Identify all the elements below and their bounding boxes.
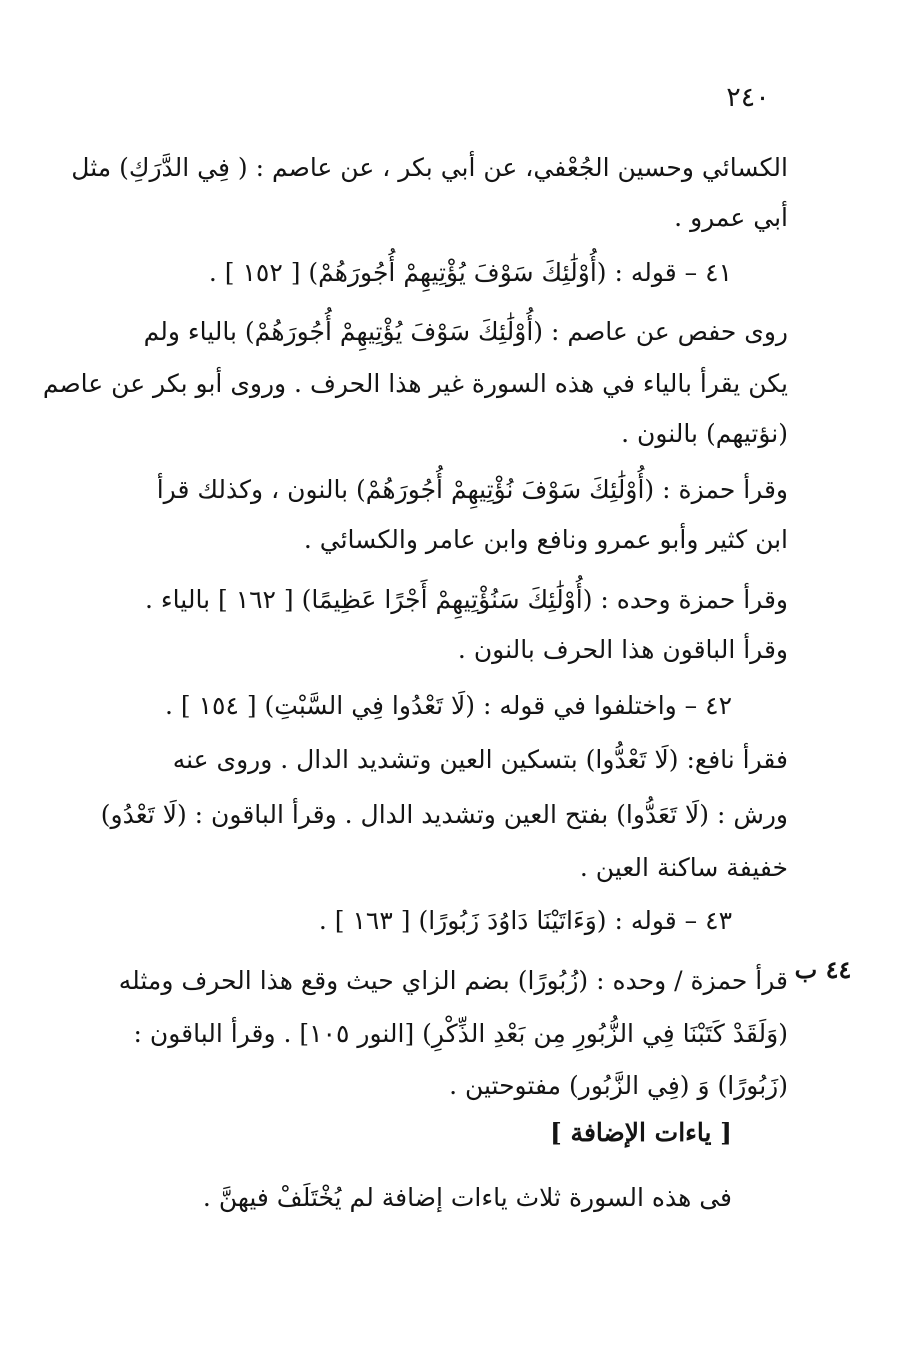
- text-line: فقرأ نافع: (لَا تَعْدُّوا) بتسكين العين وتشديد الدال . وروى عنه: [172, 745, 788, 774]
- item-heading-43: ٤٣ – قوله : (وَءَاتَيْنَا دَاوُدَ زَبُورًا) [ ١٦٣ ] .: [318, 906, 732, 935]
- text-line: ورش : (لَا تَعَدُّوا) بفتح العين وتشديد الدال . وقرأ الباقون : (لَا تَعْدُو): [100, 800, 788, 829]
- text-line: خفيفة ساكنة العين .: [579, 853, 788, 882]
- item-heading-41: ٤١ – قوله : (أُوْلَٰئِكَ سَوْفَ يُؤْتِيهِمْ أُجُورَهُمْ) [ ١٥٢ ] .: [208, 258, 732, 287]
- text-line: روى حفص عن عاصم : (أُوْلَٰئِكَ سَوْفَ يُؤْتِيهِمْ أُجُورَهُمْ) بالياء ولم: [143, 317, 788, 346]
- text-line: قرأ حمزة / وحده : (زُبُورًا) بضم الزاي حيث وقع هذا الحرف ومثله: [118, 966, 788, 995]
- margin-folio-note: ٤٤ ب: [794, 955, 852, 984]
- item-heading-42: ٤٢ – واختلفوا في قوله : (لَا تَعْدُوا فِي السَّبْتِ) [ ١٥٤ ] .: [165, 691, 732, 720]
- text-line: وقرأ حمزة : (أُوْلَٰئِكَ سَوْفَ نُؤْتِيهِمْ أُجُورَهُمْ) بالنون ، وكذلك قرأ: [156, 475, 788, 504]
- text-line: وقرأ حمزة وحده : (أُوْلَٰئِكَ سَنُؤْتِيهِمْ أَجْرًا عَظِيمًا) [ ١٦٢ ] بالياء .: [145, 585, 788, 614]
- text-line: الكسائي وحسين الجُعْفي، عن أبي بكر ، عن عاصم : ( فِي الدَّرَكِ) مثل: [71, 153, 788, 182]
- page-number: ٢٤٠: [726, 82, 770, 113]
- text-line: (زَبُورًا) وَ (فِي الزَّبُور) مفتوحتين .: [449, 1071, 788, 1100]
- text-line: يكن يقرأ بالياء في هذه السورة غير هذا الحرف . وروى أبو بكر عن عاصم: [42, 369, 788, 398]
- text-line: وقرأ الباقون هذا الحرف بالنون .: [457, 635, 788, 664]
- text-line: (نؤتيهم) بالنون .: [621, 419, 788, 448]
- text-line: (وَلَقَدْ كَتَبْنَا فِي الزُّبُورِ مِن بَعْدِ الذِّكْرِ) [النور ١٠٥] . وقرأ الباقون :: [133, 1019, 788, 1048]
- text-line: فى هذه السورة ثلاث ياءات إضافة لم يُخْتَلَفْ فيهنَّ .: [202, 1183, 732, 1212]
- text-line: ابن كثير وأبو عمرو ونافع وابن عامر والكسائي .: [303, 525, 788, 554]
- section-heading: [ ياءات الإضافة ]: [550, 1118, 732, 1147]
- text-line: أبي عمرو .: [674, 203, 788, 232]
